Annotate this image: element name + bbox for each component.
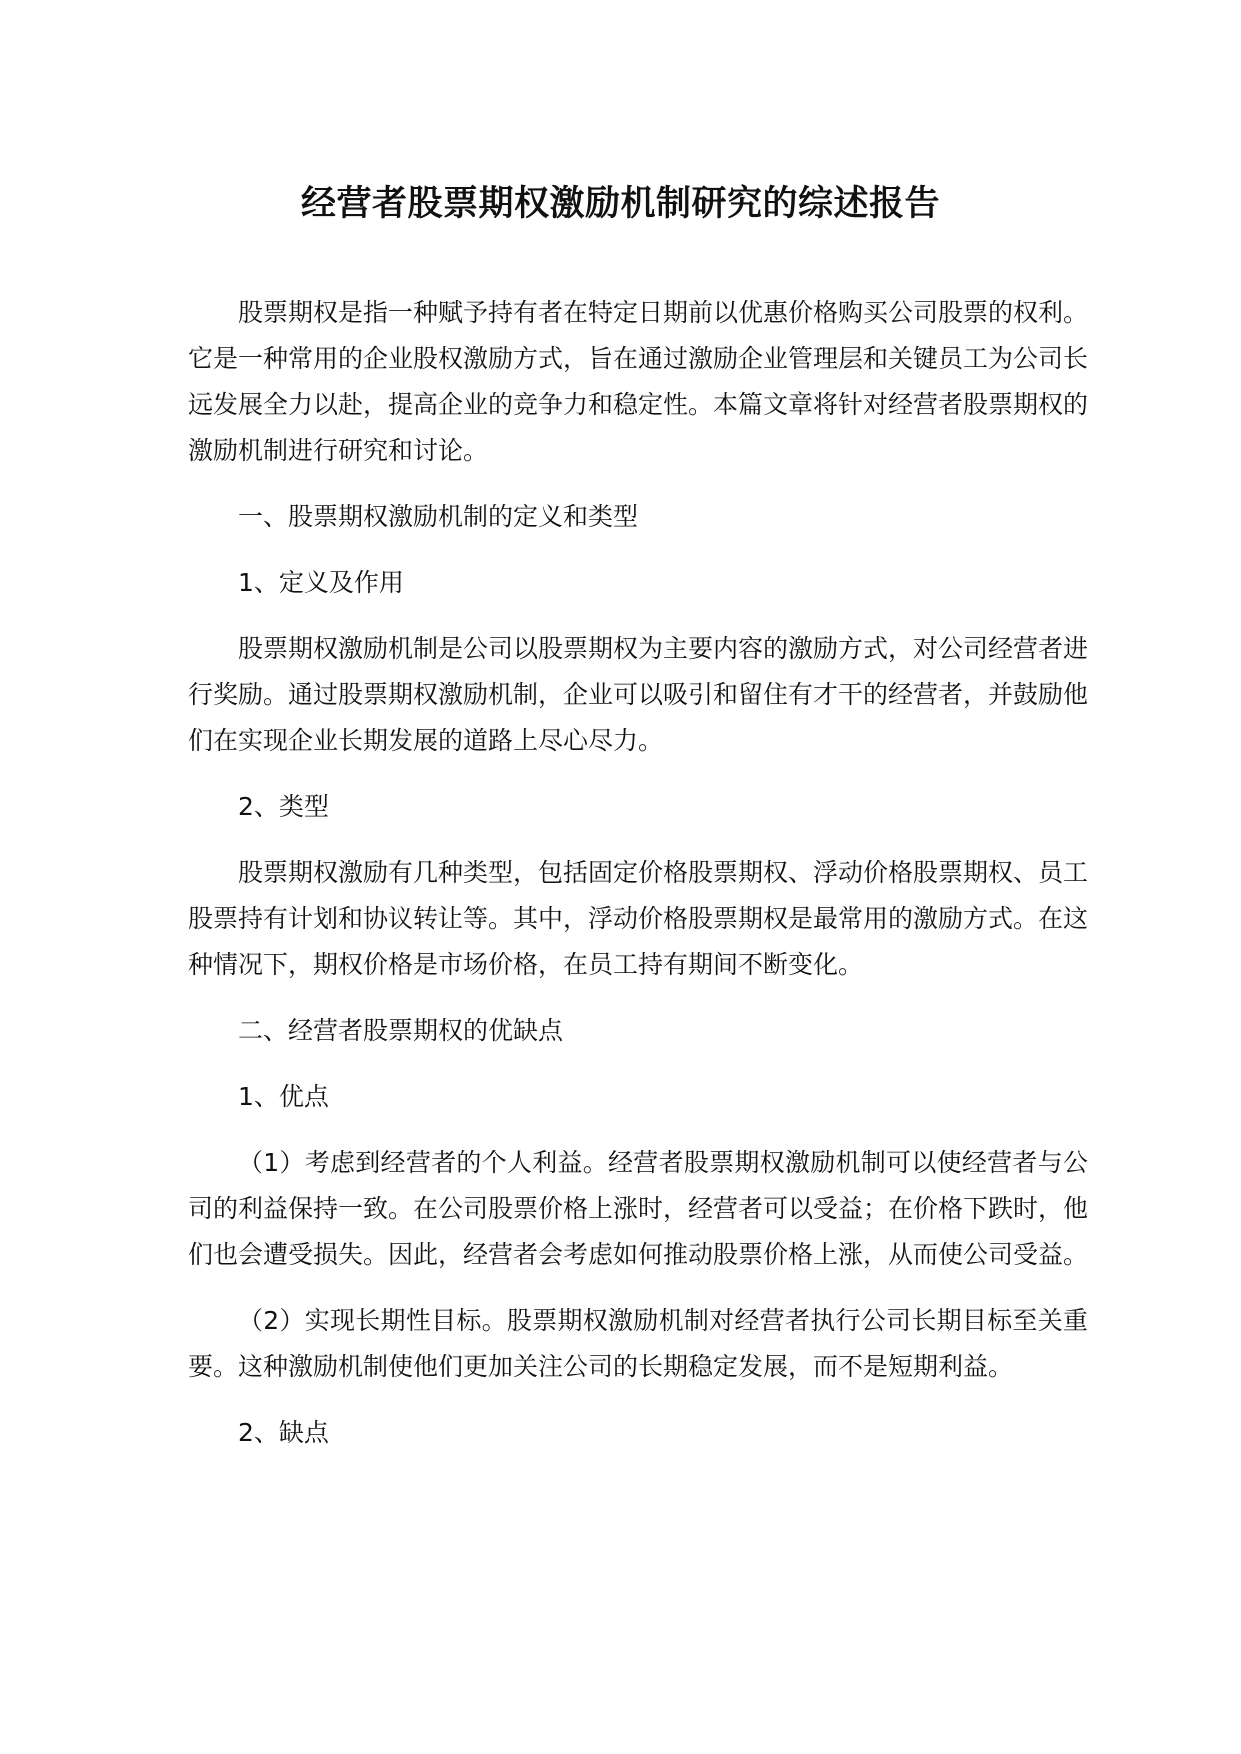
document-body <box>188 290 1088 1456</box>
paragraph-types: 股票期权激励有几种类型，包括固定价格股票期权、浮动价格股票期权、员工股票持有计划和协议转让等。其中，浮动价格股票期权是最常用的激励方式。在这种情况下，期权价格是市场价格，在员工持有期间不断变化。 <box>188 858 1089 979</box>
subsection-heading-types: 2、类型 <box>238 792 329 821</box>
subsection-heading-definition: 1、定义及作用 <box>238 568 404 597</box>
paragraph-advantage-1: （1）考虑到经营者的个人利益。经营者股票期权激励机制可以使经营者与公司的利益保持一致。在公司股票价格上涨时，经营者可以受益；在价格下跌时，他们也会遭受损失。因此，经营者会考虑如何推动股票价格上涨，从而使公司受益。 <box>188 1148 1089 1269</box>
section-heading-1: 一、股票期权激励机制的定义和类型 <box>238 502 639 531</box>
section-heading-2: 二、经营者股票期权的优缺点 <box>238 1016 564 1045</box>
paragraph-definition: 股票期权激励机制是公司以股票期权为主要内容的激励方式，对公司经营者进行奖励。通过股票期权激励机制，企业可以吸引和留住有才干的经营者，并鼓励他们在实现企业长期发展的道路上尽心尽力。 <box>188 634 1089 755</box>
paragraph-advantage-2: （2）实现长期性目标。股票期权激励机制对经营者执行公司长期目标至关重要。这种激励机制使他们更加关注公司的长期稳定发展，而不是短期利益。 <box>188 1306 1088 1381</box>
subsection-heading-disadvantages: 2、缺点 <box>238 1418 329 1447</box>
subsection-heading-advantages: 1、优点 <box>238 1082 329 1111</box>
paragraph-intro: 股票期权是指一种赋予持有者在特定日期前以优惠价格购买公司股票的权利。它是一种常用的企业股权激励方式，旨在通过激励企业管理层和关键员工为公司长远发展全力以赴，提高企业的竞争力和稳定性。本篇文章将针对经营者股票期权的激励机制进行研究和讨论。 <box>188 298 1089 465</box>
document-title: 经营者股票期权激励机制研究的综述报告 <box>300 184 940 224</box>
